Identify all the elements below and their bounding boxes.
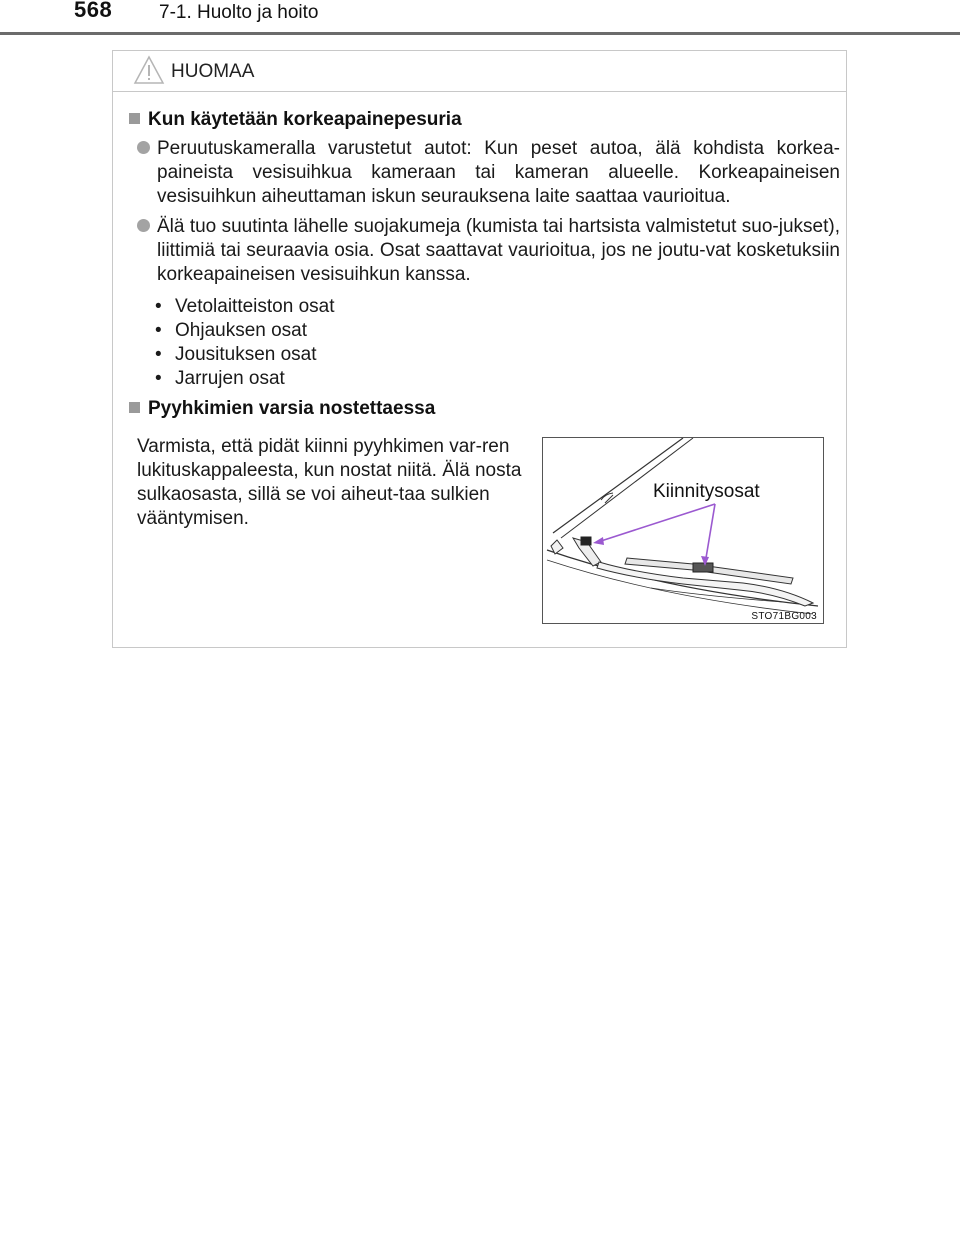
round-bullet-icon [137,141,150,154]
heading-text: Kun käytetään korkeapainepesuria [148,109,462,130]
heading-wiper-arms [129,398,435,420]
section-title: 7-1. Huolto ja hoito [159,2,319,23]
wiper-figure [542,437,824,624]
paragraph-text: Peruutuskameralla varustetut autot: Kun peset autoa, älä kohdista korkea-paineista vesisuihkua kameraan tai kameran alueelle. Korkeapaineisen vesisuihkun aiheuttaman iskun seurauksena laite saattaa vaurioitua. [157,138,840,207]
header-rule [0,32,960,35]
notice-header [113,51,846,92]
paragraph-text: Älä tuo suutinta lähelle suojakumeja (kumista tai hartsista valmistetut suo-jukset), liittimiä tai seuraavia osia. Osat saattavat vaurioitua, jos ne joutu-vat kosketuksiin korkeapaineisen vesisuihkun kanssa. [157,216,840,285]
page-header [0,0,960,36]
wiper-illustration [543,438,823,623]
round-bullet-icon [137,219,150,232]
paragraph-nozzle [137,215,840,287]
notice-box [112,50,847,648]
page-number: 568 [74,0,113,22]
square-bullet-icon [129,113,140,124]
heading-pressure-washer [129,109,462,131]
paragraph-camera [137,137,840,209]
square-bullet-icon [129,402,140,413]
list-item: • Vetolaitteiston osat [153,295,335,319]
figure-code: STO71BG003 [751,611,817,622]
figure-label: Kiinnitysosat [653,481,760,502]
warning-triangle-icon [133,55,165,85]
notice-title: HUOMAA [171,61,255,82]
parts-list [153,295,335,391]
list-item: • Jousituksen osat [153,343,335,367]
list-item: • Ohjauksen osat [153,319,335,343]
heading-text: Pyyhkimien varsia nostettaessa [148,398,436,419]
wiper-instruction: Varmista, että pidät kiinni pyyhkimen var-ren lukituskappaleesta, kun nostat niitä. Älä nosta sulkaosasta, sillä se voi aiheut-taa sulkien vääntymisen. [137,436,522,529]
list-item: • Jarrujen osat [153,367,335,391]
